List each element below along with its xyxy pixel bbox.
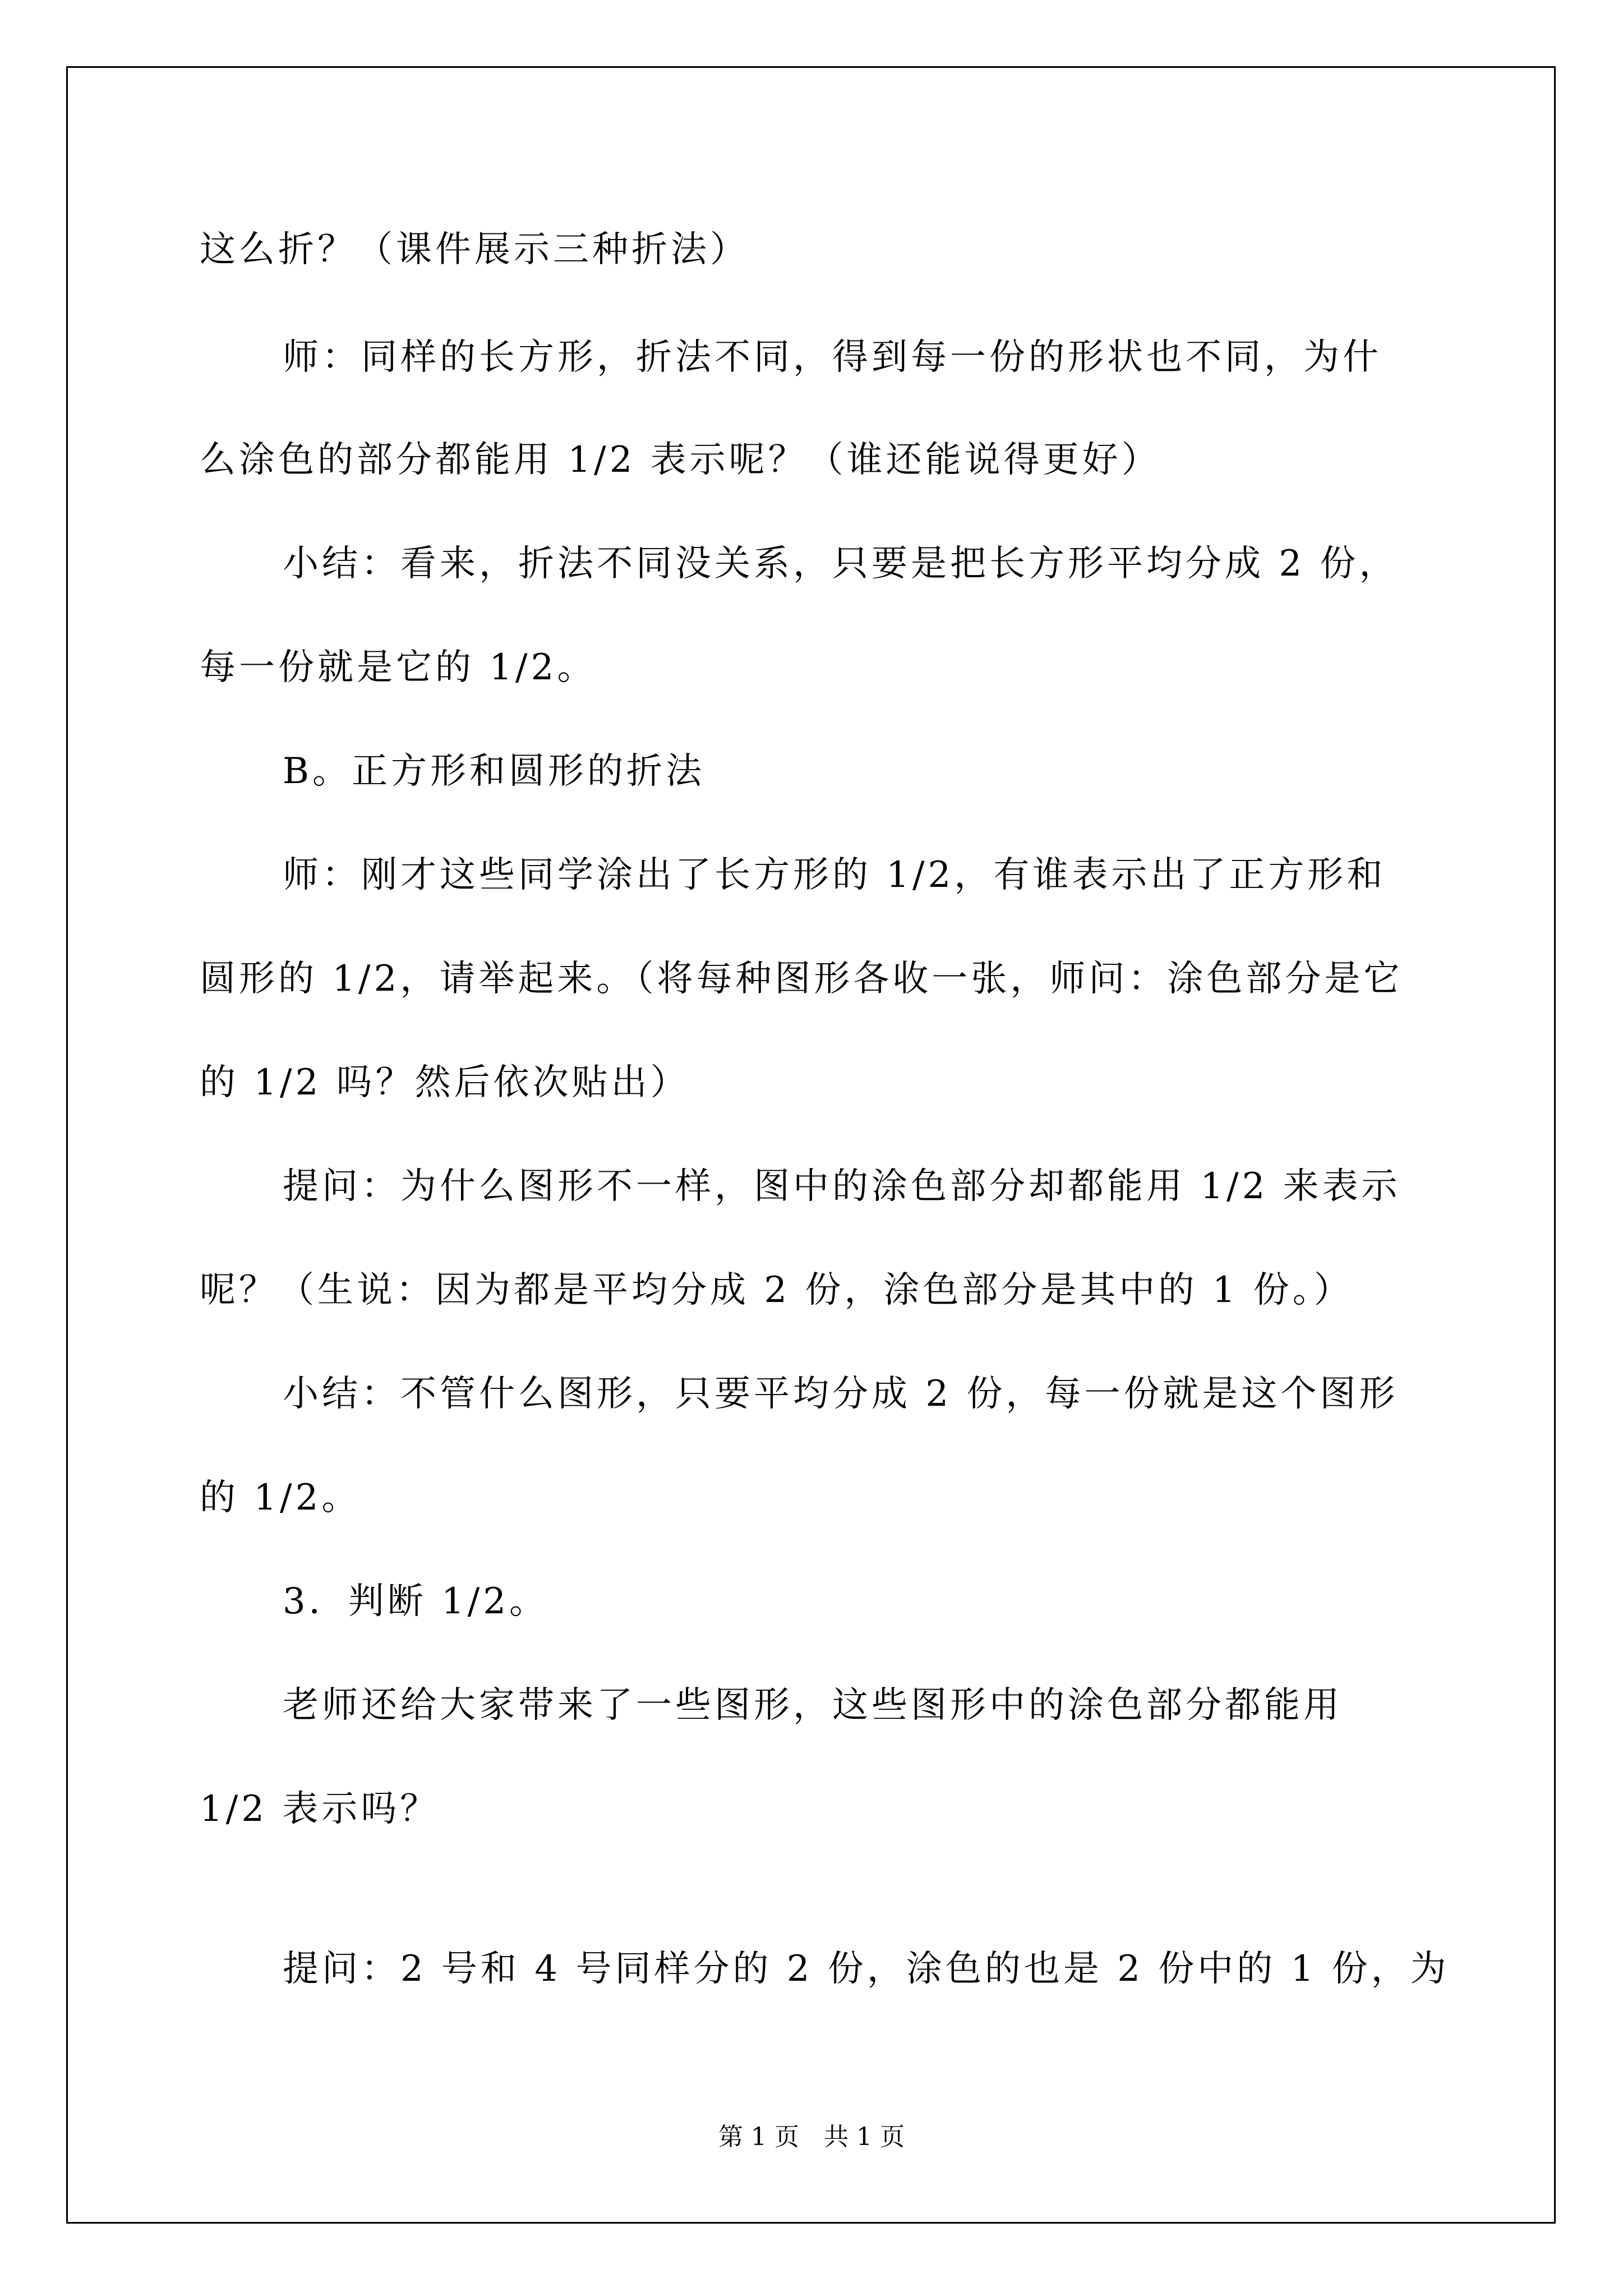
text-line: 小结：不管什么图形，只要平均分成 2 份，每一份就是这个图形	[283, 1373, 1399, 1415]
text-line: 这么折？（课件展示三种折法）	[200, 229, 749, 270]
text-line: 1/2 表示吗？	[200, 1788, 440, 1830]
text-line: 3．判断 1/2。	[283, 1581, 549, 1622]
text-line: 圆形的 1/2，请举起来。（将每种图形各收一张，师问：涂色部分是它	[200, 958, 1403, 1000]
text-line: 么涂色的部分都能用 1/2 表示呢？（谁还能说得更好）	[200, 439, 1161, 481]
page-footer: 第 1 页 共 1 页	[718, 2123, 905, 2151]
text-line: 呢？（生说：因为都是平均分成 2 份，涂色部分是其中的 1 份。）	[200, 1269, 1353, 1311]
text-line: 每一份就是它的 1/2。	[200, 647, 597, 688]
text-line: 提问：2 号和 4 号同样分的 2 份，涂色的也是 2 份中的 1 份，为	[283, 1948, 1450, 1990]
text-line: 的 1/2。	[200, 1477, 361, 1519]
text-line: 师：刚才这些同学涂出了长方形的 1/2，有谁表示出了正方形和	[283, 854, 1386, 896]
page-border	[66, 66, 1556, 2224]
text-line: 师：同样的长方形，折法不同，得到每一份的形状也不同，为什	[283, 337, 1382, 378]
text-line: 的 1/2 吗？然后依次贴出）	[200, 1062, 690, 1103]
text-line: 老师还给大家带来了一些图形，这些图形中的涂色部分都能用	[283, 1685, 1343, 1726]
text-line: 小结：看来，折法不同没关系，只要是把长方形平均分成 2 份，	[283, 543, 1399, 585]
text-line: B。正方形和圆形的折法	[283, 751, 706, 792]
text-line: 提问：为什么图形不一样，图中的涂色部分却都能用 1/2 来表示	[283, 1166, 1401, 1207]
